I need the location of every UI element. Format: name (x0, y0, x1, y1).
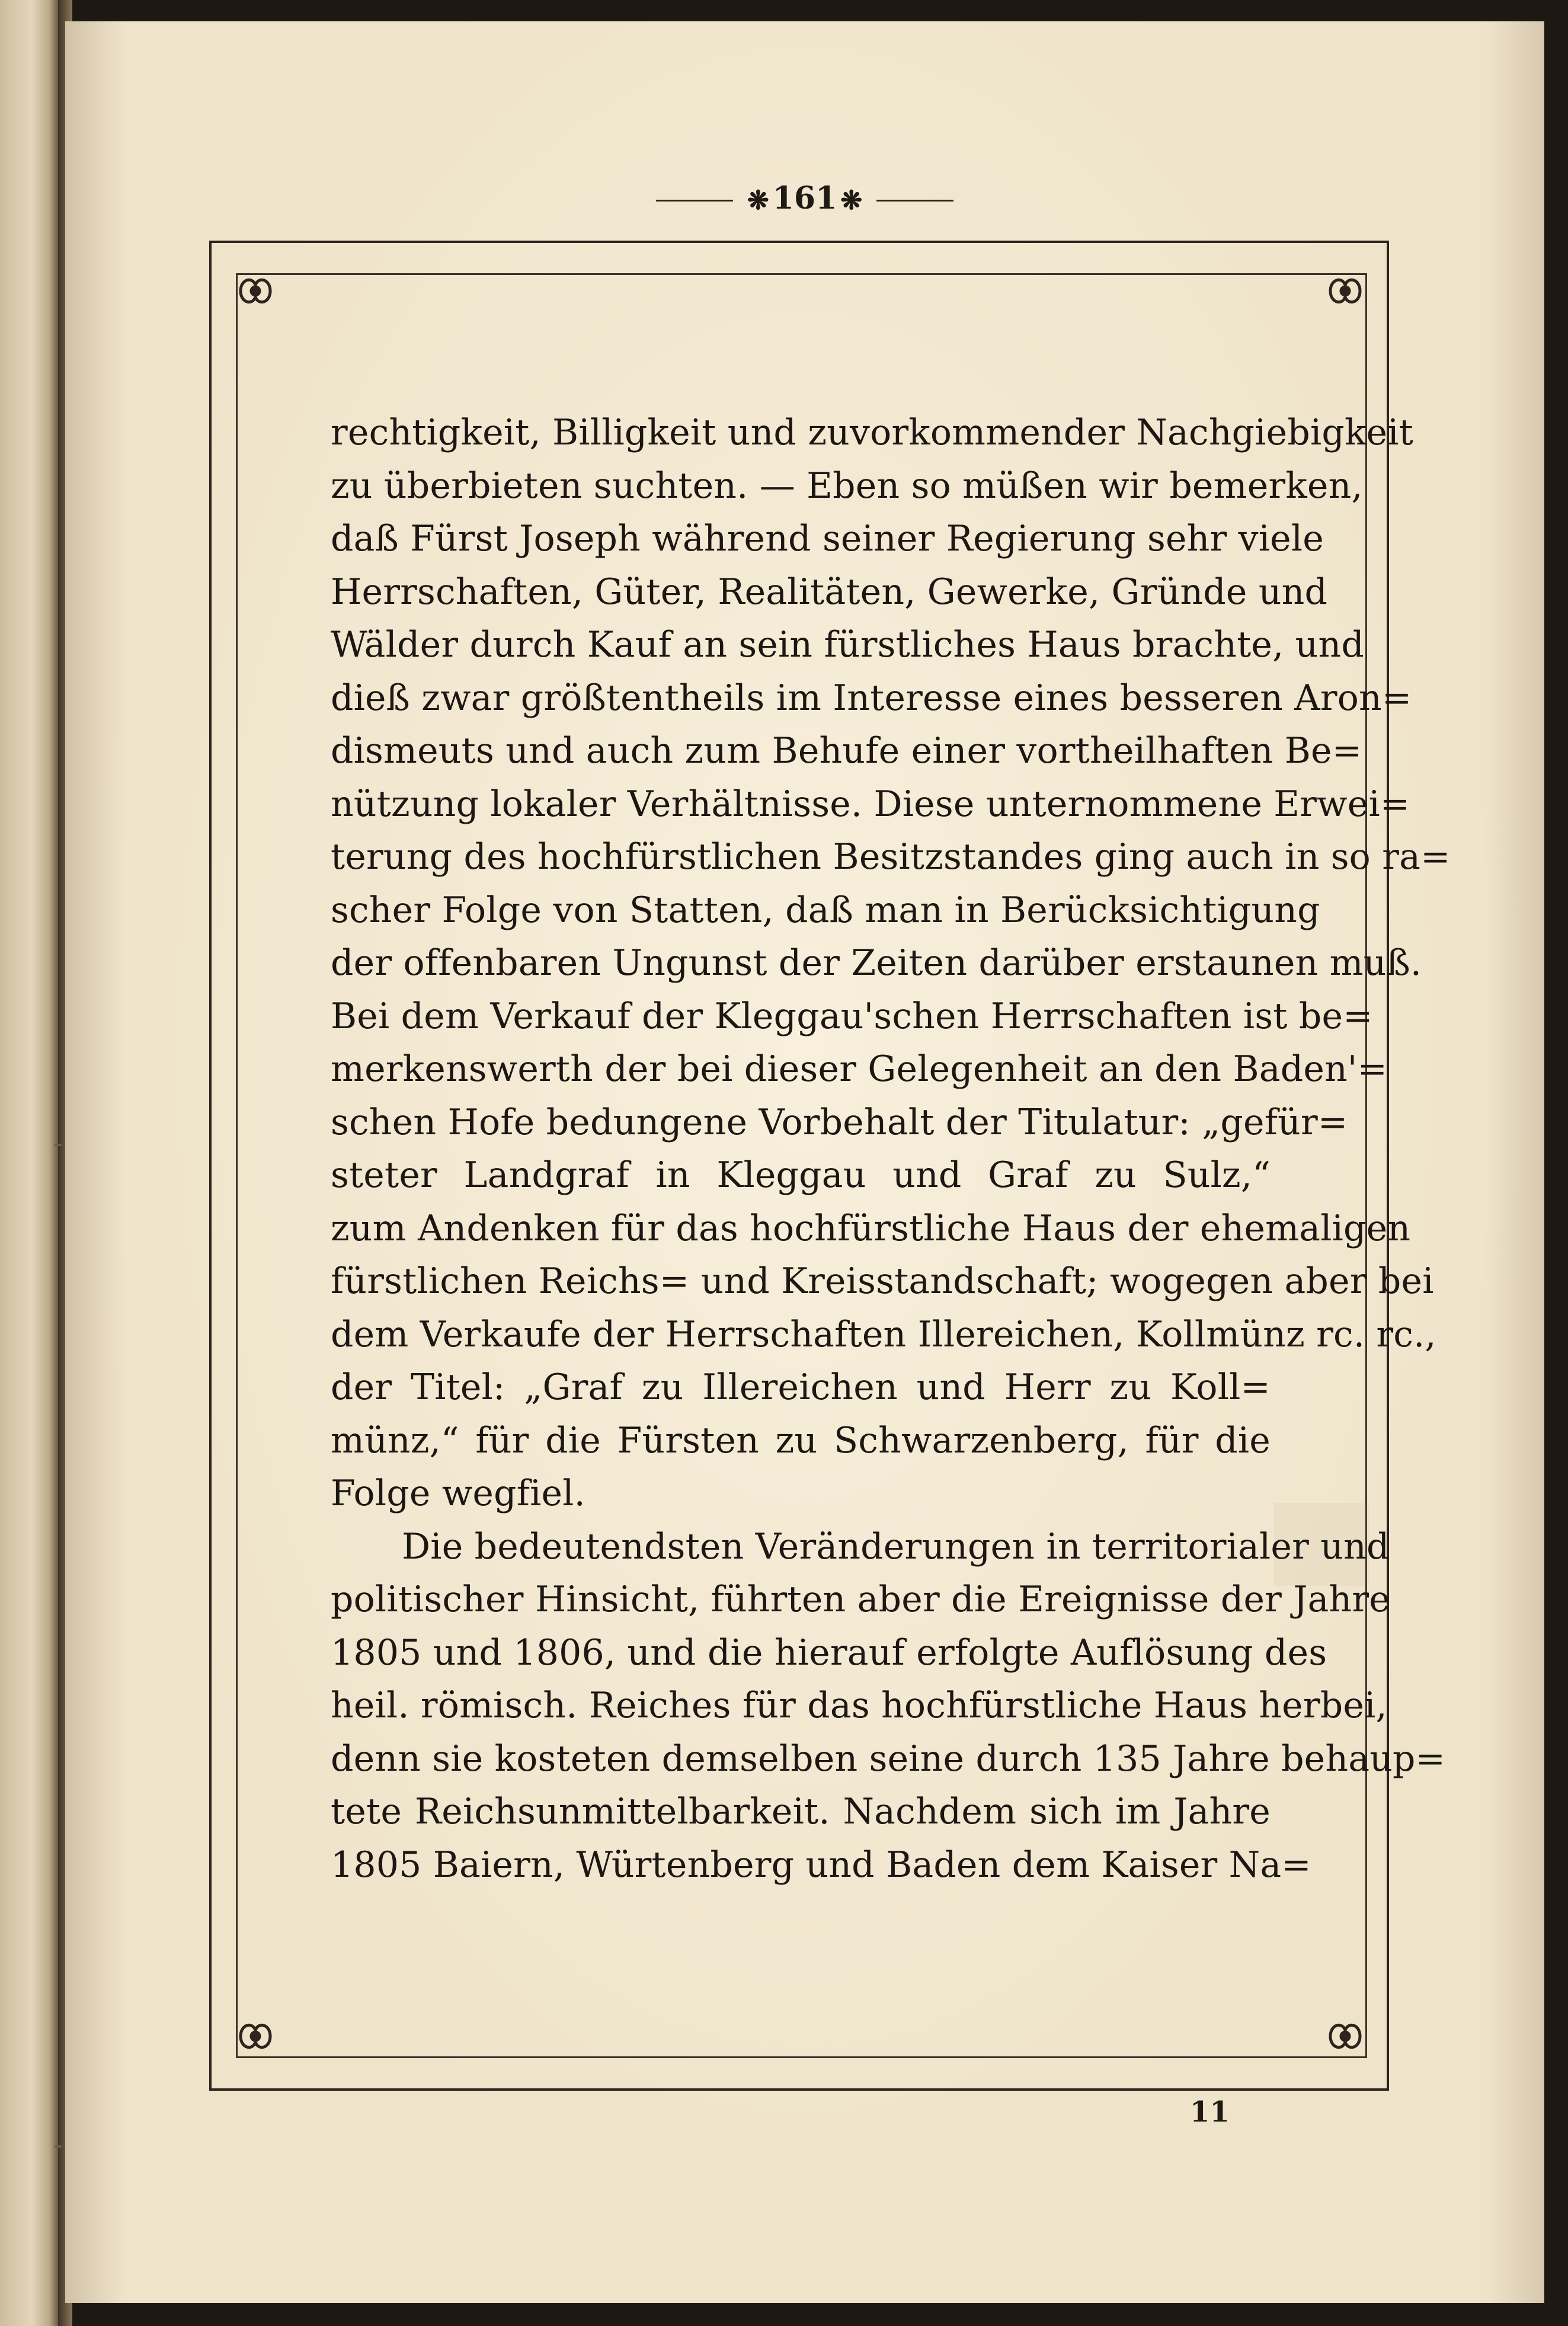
text-line: tete Reichsunmittelbarkeit. Nachdem sich im Jahre (331, 1791, 1271, 1832)
body-text (331, 407, 1451, 1892)
text-line: Folge wegfiel. (331, 1473, 585, 1514)
text-line: merkenswerth der bei dieser Gelegenheit an den Baden'= (331, 1048, 1388, 1090)
text-line: rechtigkeit, Billigkeit und zuvorkommender Nachgiebigkeit (331, 412, 1413, 453)
margin-mark (55, 2145, 62, 2148)
page-header (65, 180, 1544, 216)
scroll-ornament-icon: ❋ (747, 185, 769, 216)
text-line: 1805 und 1806, und die hierauf erfolgte Auflösung des (331, 1631, 1327, 1674)
floral-corner-icon (1324, 2015, 1366, 2057)
text-line: dieß zwar größtentheils im Interesse eines besseren Aron= (331, 677, 1412, 719)
text-line: dismeuts und auch zum Behufe einer vortheilhaften Be= (331, 730, 1362, 772)
text-line: scher Folge von Statten, daß man in Berücksichtigung (331, 889, 1320, 931)
paragraph-first-line: Die bedeutendsten Veränderungen in territorialer und (402, 1525, 1390, 1567)
text-line: daß Fürst Joseph während seiner Regierung sehr viele (331, 518, 1324, 559)
text-line: denn sie kosteten demselben seine durch 135 Jahre behaup= (331, 1738, 1446, 1780)
scroll-ornament-icon: ❋ (840, 185, 863, 216)
floral-corner-icon (235, 270, 276, 312)
text-line: Wälder durch Kauf an sein fürstliches Haus brachte, und (331, 624, 1364, 666)
signature-mark: 11 (1190, 2095, 1230, 2129)
text-line: heil. römisch. Reiches für das hochfürstliche Haus herbei, (331, 1685, 1387, 1726)
floral-corner-icon (235, 2015, 276, 2057)
header-rule-right (876, 200, 953, 201)
text-line: zum Andenken für das hochfürstliche Haus der ehemaligen (331, 1207, 1411, 1249)
facing-page-edge (0, 0, 58, 2326)
text-line: zu überbieten suchten. — Eben so müßen wir bemerken, (331, 465, 1363, 507)
text-line: steter Landgraf in Kleggau und Graf zu Sulz,“ (331, 1154, 1271, 1196)
page (65, 21, 1544, 2303)
floral-corner-icon (1324, 270, 1366, 312)
page-number: 161 (772, 180, 837, 216)
text-line: Herrschaften, Güter, Realitäten, Gewerke, Gründe und (331, 571, 1328, 613)
header-rule-left (656, 200, 733, 201)
text-line: Bei dem Verkauf der Kleggau'schen Herrschaften ist be= (331, 995, 1373, 1037)
text-line: nützung lokaler Verhältnisse. Diese unternommene Erwei= (331, 783, 1410, 825)
text-line: der Titel: „Graf zu Illereichen und Herr zu Koll= (331, 1367, 1271, 1408)
text-line: schen Hofe bedungene Vorbehalt der Titulatur: „gefür= (331, 1101, 1348, 1143)
text-line: politischer Hinsicht, führten aber die Ereignisse der Jahre (331, 1579, 1390, 1620)
text-line: 1805 Baiern, Würtenberg und Baden dem Kaiser Na= (331, 1844, 1311, 1886)
text-line: münz,“ für die Fürsten zu Schwarzenberg, für die (331, 1419, 1271, 1461)
text-line: dem Verkaufe der Herrschaften Illereichen, Kollmünz rc. rc., (331, 1313, 1436, 1355)
text-line: der offenbaren Ungunst der Zeiten darüber erstaunen muß. (331, 942, 1422, 984)
text-line: fürstlichen Reichs= und Kreisstandschaft; wogegen aber bei (331, 1260, 1434, 1302)
margin-mark (55, 1144, 62, 1146)
text-line: terung des hochfürstlichen Besitzstandes ging auch in so ra= (331, 836, 1451, 878)
